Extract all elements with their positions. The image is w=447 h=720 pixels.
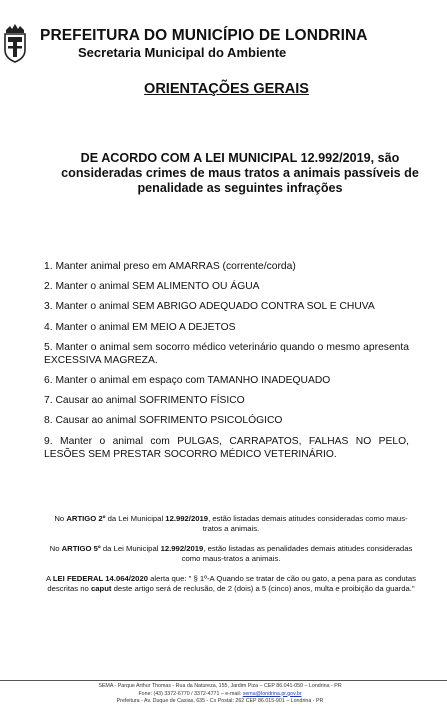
note-text: da Lei Municipal [105, 514, 166, 523]
note-text: alerta que: " § 1º-A Quando se tratar de cão ou gato, a pena para as condutas descritas no [47, 574, 416, 593]
document-title-row [0, 80, 447, 98]
note-law-number: 12.992/2019 [160, 544, 204, 553]
footer-divider [0, 680, 447, 681]
coat-of-arms-icon [2, 20, 28, 64]
list-item: 3. Manter o animal SEM ABRIGO ADEQUADO CONTRA SOL E CHUVA [44, 301, 375, 313]
note-law-number: 12.992/2019 [165, 514, 209, 523]
note-text: No [49, 544, 62, 553]
list-item: 1. Manter animal preso em AMARRAS (corrente/corda) [44, 261, 296, 272]
list-item: 9. Manter o animal com PULGAS, CARRAPATOS, FALHAS NO PELO, LESÕES SEM PRESTAR SOCORRO MÉDICO VETERINÁRIO. [44, 435, 409, 460]
list-item: 2. Manter o animal SEM ALIMENTO OU ÁGUA [44, 281, 260, 293]
header-title: PREFEITURA DO MUNICÍPIO DE LONDRINA [40, 27, 368, 44]
list-item: 5. Manter o animal sem socorro médico veterinário quando o mesmo apresenta EXCESSIVA MAGREZA. [44, 341, 409, 366]
footer [40, 683, 400, 706]
note-article-2 [46, 514, 416, 533]
legal-notes [46, 514, 416, 604]
list-item: 8. Causar ao animal SOFRIMENTO PSICOLÓGICO [44, 415, 283, 427]
note-text: da Lei Municipal [100, 544, 161, 553]
note-text: deste artigo será de reclusão, de 2 (dois) a 5 (cinco) anos, multa e proibição da guarda." [111, 583, 415, 593]
list-item: 7. Causar ao animal SOFRIMENTO FÍSICO [44, 395, 245, 407]
note-federal-law [46, 574, 416, 593]
document-title: ORIENTAÇÕES GERAIS [144, 81, 309, 97]
note-text: , estão listadas demais atitudes consideradas como maus-tratos a animais. [202, 514, 408, 533]
note-text: A [46, 574, 53, 583]
lead-paragraph: DE ACORDO COM A LEI MUNICIPAL 12.992/2019, são consideradas crimes de maus tratos a animais passíveis de penalidade as seguintes infrações [61, 151, 419, 195]
note-law-ref: LEI FEDERAL 14.064/2020 [52, 574, 149, 583]
footer-phone: Fone: (43) 3372-6770 / 3372-4771 – e-mail: [138, 690, 243, 697]
list-item: 4. Manter o animal EM MEIO A DEJETOS [44, 321, 236, 333]
note-caput: caput [90, 583, 112, 593]
footer-address: SEMA - Parque Arthur Thomas - Rua da Natureza, 155, Jardim Piza – CEP 86.041-050 – Londrina - PR [98, 683, 342, 689]
list-item: 6. Manter o animal em espaço com TAMANHO INADEQUADO [44, 374, 331, 386]
footer-contact [40, 691, 400, 699]
header-subtitle: Secretaria Municipal do Ambiente [78, 45, 287, 60]
footer-city-address: Prefeitura - Av. Duque de Caxias, 635 - Cx Postal: 262 CEP 86.015-901 – Londrina - PR [116, 698, 324, 705]
note-article-ref: ARTIGO 2º [66, 514, 106, 523]
note-text: No [54, 514, 67, 523]
infractions-list [44, 260, 409, 468]
note-article-ref: ARTIGO 5º [61, 544, 101, 553]
note-text: , estão listadas as penalidades demais atitudes consideradas como maus-tratos a animais. [181, 544, 413, 563]
note-article-5 [46, 544, 416, 563]
footer-email-link[interactable]: sema@londrina.pr.gov.br [242, 690, 302, 697]
